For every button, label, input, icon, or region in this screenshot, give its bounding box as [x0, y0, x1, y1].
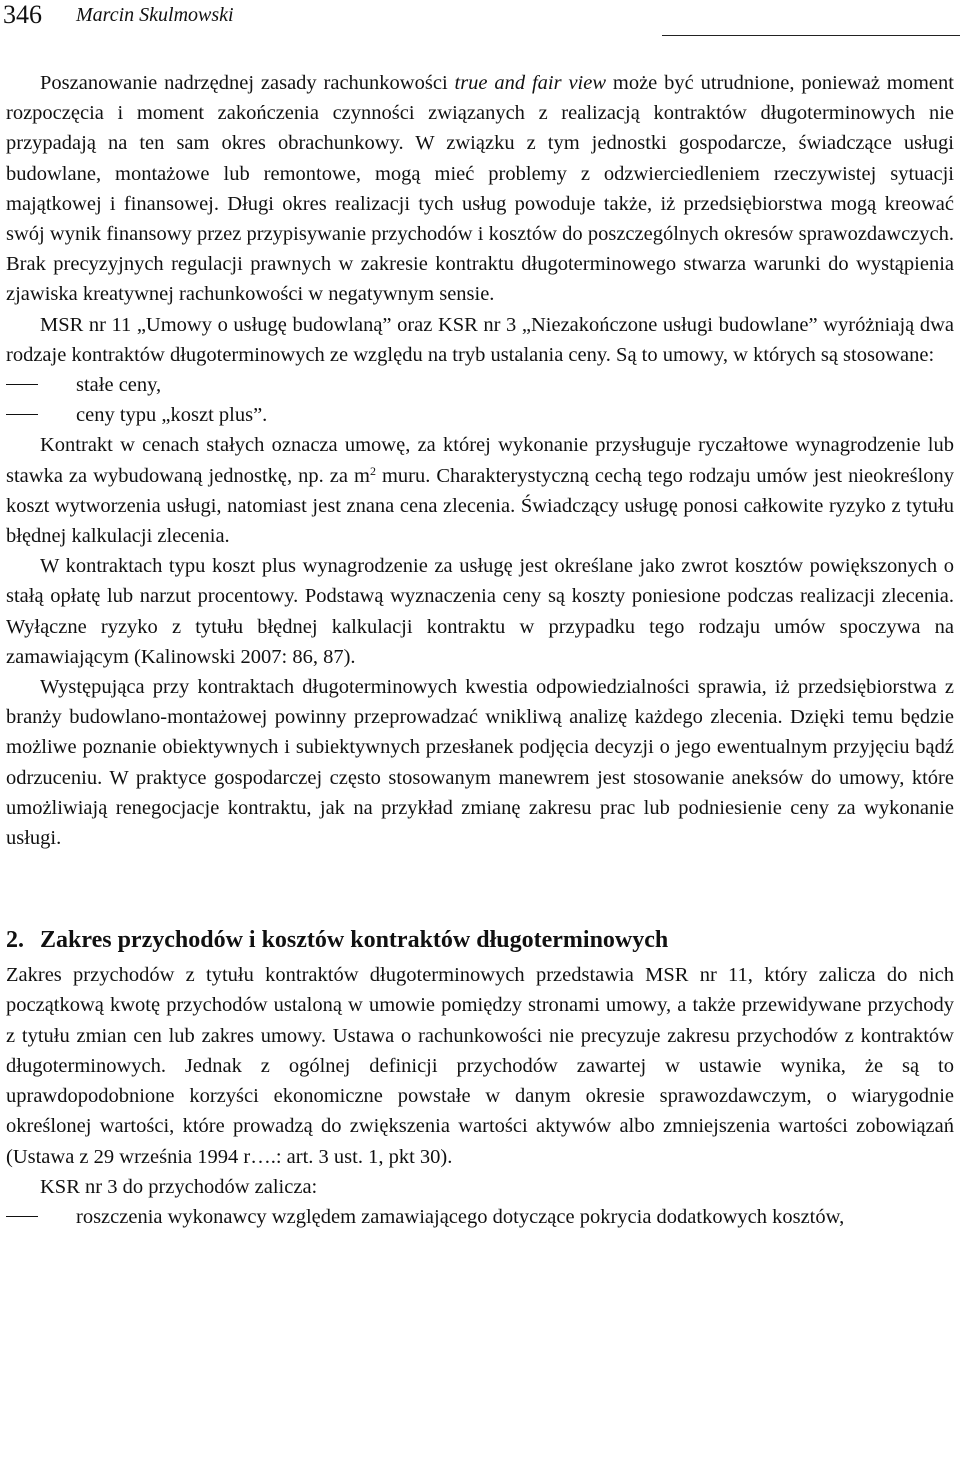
- dash-list: [6, 1202, 954, 1232]
- paragraph: MSR nr 11 „Umowy o usługę budowlaną” oraz KSR nr 3 „Niezakończone usługi budowlane” wyróżniają dwa rodzaje kontraktów długoterminowych ze względu na tryb ustalania ceny. Są to umowy, w których są stosowane:: [6, 313, 954, 366]
- italic-term: true and fair view: [454, 72, 607, 94]
- list-item: [6, 370, 954, 400]
- running-author: Marcin Skulmowski: [76, 4, 234, 26]
- dash-list: [6, 370, 954, 430]
- list-item-text: ceny typu „koszt plus”.: [76, 404, 268, 427]
- section-heading: [6, 924, 954, 956]
- paragraph-text: może być utrudnione, ponieważ moment rozpoczęcia i moment zakończenia czynności związanych z realizacją kontraktów długoterminowych nie przypadają na ten sam okres obrachunkowy. W związku z tym jednostki gospodarcze, świadczące usługi budowlane, montażowe lub remontowe, mogą mieć problemy z odzwierciedleniem rzeczywistej sytuacji majątkowej i finansowej. Długi okres realizacji tych usług powoduje także, iż przedsiębiorstwa mogą kreować swój wynik finansowy przez przypisywanie przychodów i kosztów do poszczególnych okresów sprawozdawczych. Brak precyzyjnych regulacji prawnych w zakresie kontraktu długoterminowego stwarza warunki do wystąpienia zjawiska kreatywnej rachunkowości w negatywnym sensie.: [6, 72, 954, 306]
- paragraph: Występująca przy kontraktach długoterminowych kwestia odpowiedzialności sprawia, iż przedsiębiorstwa z branży budowlano-montażowej powinny przeprowadzać wnikliwą analizę każdego zlecenia. Dzięki temu będzie możliwe poznanie obiektywnych i subiektywnych przesłanek podjęcia decyzji o jego ewentualnym przyjęciu bądź odrzuceniu. W praktyce gospodarczej często stosowanym manewrem jest stosowanie aneksów do umowy, które umożliwiają renegocjacje kontraktu, jak na przykład zmianę zakresu prac lub podniesienie ceny za wykonanie usługi.: [6, 676, 954, 850]
- paragraph-text: Poszanowanie nadrzędnej zasady rachunkowości: [40, 72, 455, 94]
- body-text: [6, 68, 954, 1232]
- section-number: 2.: [6, 927, 24, 954]
- list-item: [6, 400, 954, 430]
- list-item: [6, 1202, 954, 1232]
- list-item-text: stałe ceny,: [76, 374, 162, 397]
- paragraph: Zakres przychodów z tytułu kontraktów długoterminowych przedstawia MSR nr 11, który zalicza do nich początkową kwotę przychodów ustaloną w umowie pomiędzy stronami umowy, a także przewidywane przychody z tytułu zmian cen lub zakres umowy. Ustawa o rachunkowości nie precyzuje zakresu przychodów z kontraktów długoterminowych. Jednak z ogólnej definicji przychodów zawartej w ustawie wynika, że są to uprawdopodobnione korzyści ekonomiczne powstałe w danym okresie sprawozdawczym, o wiarygodnie określonej wartości, które prowadzą do zwiększenia wartości aktywów albo zmniejszenia wartości zobowiązań (Ustawa z 29 września 1994 r….: art. 3 ust. 1, pkt 30).: [6, 964, 954, 1168]
- page-number: 346: [3, 0, 42, 29]
- paragraph-text: Kontrakt w cenach stałych oznacza umowę, za której wykonanie przysługuje ryczałtowe wynagrodzenie lub stawka za wybudowaną jednostkę, np. za m: [6, 434, 954, 487]
- dash-bullet: [6, 1216, 38, 1217]
- dash-bullet: [6, 384, 38, 385]
- dash-bullet: [6, 414, 38, 415]
- list-item-text: roszczenia wykonawcy względem zamawiającego dotyczące pokrycia dodatkowych kosztów,: [76, 1205, 845, 1228]
- paragraph: KSR nr 3 do przychodów zalicza:: [40, 1175, 318, 1198]
- running-header: [0, 0, 960, 36]
- paragraph: [6, 68, 954, 310]
- paragraph-text: muru. Charakterystyczną cechą tego rodzaju umów jest nieokreślony koszt wytworzenia usługi, natomiast jest znana cena zlecenia. Świadczący usługę ponosi całkowite ryzyko z tytułu błędnej kalkulacji zlecenia.: [6, 464, 954, 548]
- paragraph: W kontraktach typu koszt plus wynagrodzenie za usługę jest określane jako zwrot kosztów powiększonych o stałą opłatę lub narzut procentowy. Podstawą wyznaczenia ceny są koszty poniesione podczas realizacji zlecenia. Wyłączne ryzyko z tytułu błędnej kalkulacji kontraktu w przypadku tego rodzaju umów spoczywa na zamawiającym (Kalinowski 2007: 86, 87).: [6, 555, 954, 668]
- paragraph: [6, 430, 954, 551]
- superscript: 2: [369, 463, 376, 478]
- header-rule: [662, 35, 960, 36]
- section-title: Zakres przychodów i kosztów kontraktów długoterminowych: [40, 927, 669, 954]
